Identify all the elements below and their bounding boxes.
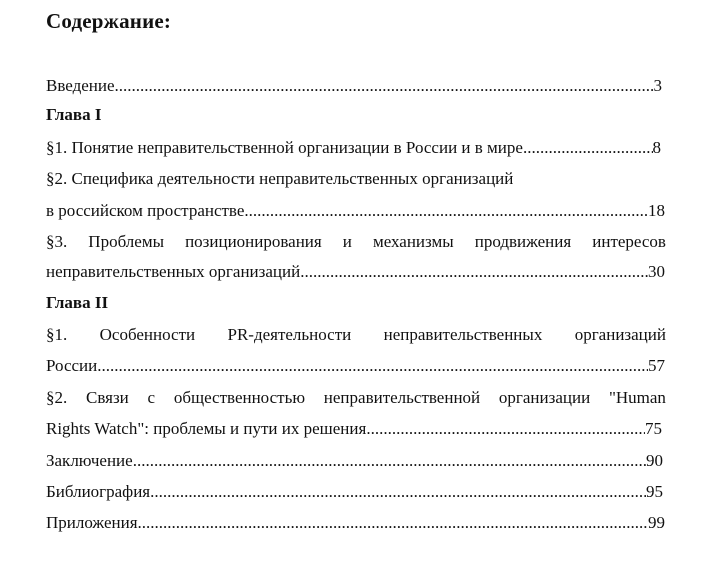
dot-leader: [366, 419, 645, 439]
toc-entry-title: России: [46, 356, 98, 375]
word: механизмы: [372, 232, 454, 251]
dot-leader: [138, 513, 648, 533]
toc-entry-ch1-s3[interactable]: [46, 262, 665, 282]
word: Связи: [86, 388, 129, 407]
toc-entry-page: 57: [648, 356, 665, 375]
toc-entry-page: 90: [646, 451, 663, 470]
toc-entry-page: 75: [645, 419, 662, 438]
dot-leader: [97, 356, 648, 376]
toc-heading: Содержание:: [46, 9, 172, 33]
toc-entry-ch1-s1[interactable]: [46, 138, 661, 158]
toc-entry-appendix[interactable]: [46, 513, 665, 533]
dot-leader: [115, 76, 654, 96]
dot-leader: [133, 451, 646, 471]
word: и: [342, 232, 352, 251]
word: неправительственных: [383, 325, 543, 344]
toc-entry-title: в российском пространстве: [46, 201, 245, 220]
word: неправительственной: [323, 388, 481, 407]
toc-entry-ch1-s3-line1: [46, 232, 666, 252]
word: интересов: [592, 232, 666, 251]
word: организации: [498, 388, 591, 407]
toc-entry-page: 30: [648, 262, 665, 281]
word: с: [147, 388, 156, 407]
toc-entry-title: неправительственных организаций: [46, 262, 301, 281]
toc-entry-title: Rights Watch": проблемы и пути их решения: [46, 419, 367, 438]
toc-entry-page: 3: [653, 76, 662, 95]
word: организаций: [574, 325, 666, 344]
toc-entry-ch2-s2-line1: [46, 388, 666, 408]
chapter-2-title: Глава II: [46, 293, 109, 312]
dot-leader: [300, 262, 648, 282]
word: "Human: [608, 388, 666, 407]
dot-leader: [523, 138, 653, 158]
toc-entry-title: Библиография: [46, 482, 151, 501]
toc-entry-intro[interactable]: [46, 76, 662, 96]
toc-entry-title: §1. Понятие неправительственной организации в России и в мире: [46, 138, 523, 157]
word: позиционирования: [185, 232, 322, 251]
word: Проблемы: [88, 232, 165, 251]
toc-entry-bibliography[interactable]: [46, 482, 663, 502]
word: Особенности: [99, 325, 196, 344]
chapter-1-title: Глава I: [46, 105, 102, 124]
word: §1.: [46, 325, 68, 344]
toc-entry-page: 18: [648, 201, 665, 220]
toc-entry-ch2-s1[interactable]: [46, 356, 665, 376]
toc-entry-page: 8: [652, 138, 661, 157]
word: продвижения: [474, 232, 572, 251]
toc-entry-title: Заключение: [46, 451, 133, 470]
toc-entry-page: 95: [646, 482, 663, 501]
word: PR-деятельности: [227, 325, 352, 344]
word: общественностью: [173, 388, 306, 407]
word: §2.: [46, 388, 68, 407]
toc-entry-title: Приложения: [46, 513, 138, 532]
toc-entry-page: 99: [648, 513, 665, 532]
toc-entry-title: Введение: [46, 76, 115, 95]
dot-leader: [150, 482, 646, 502]
word: §3.: [46, 232, 68, 251]
toc-entry-ch1-s2[interactable]: [46, 201, 665, 221]
toc-entry-conclusion[interactable]: [46, 451, 663, 471]
toc-entry-ch1-s2-line1: §2. Специфика деятельности неправительственных организаций: [46, 169, 514, 188]
dot-leader: [244, 201, 648, 221]
toc-entry-ch2-s2[interactable]: [46, 419, 662, 439]
toc-entry-ch2-s1-line1: [46, 325, 666, 345]
